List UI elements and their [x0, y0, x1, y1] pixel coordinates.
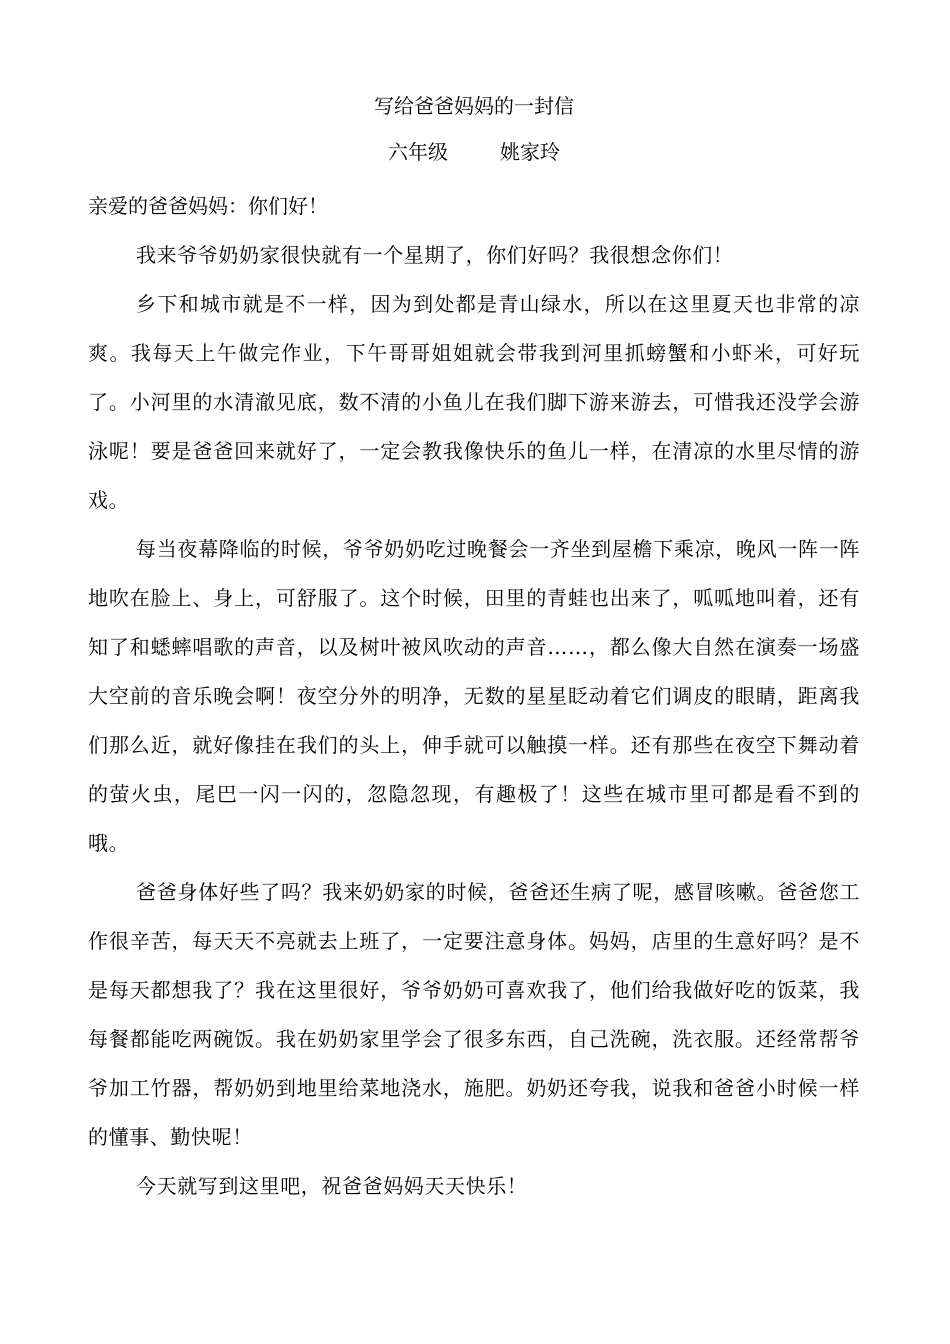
- paragraph: 每当夜幕降临的时候，爷爷奶奶吃过晚餐会一齐坐到屋檐下乘凉，晚风一阵一阵地吹在脸上、身上，可舒服了。这个时候，田里的青蛙也出来了，呱呱地叫着，还有知了和蟋蟀唱歌的声音，以及树叶被风吹动的声音……，都么像大自然在演奏一场盛大空前的音乐晚会啊！夜空分外的明净，无数的星星眨动着它们调皮的眼睛，距离我们那么近，就好像挂在我们的头上，伸手就可以触摸一样。还有那些在夜空下舞动着的萤火虫，尾巴一闪一闪的，忽隐忽现，有趣极了！这些在城市里可都是看不到的哦。: [88, 537, 860, 855]
- paragraph: 今天就写到这里吧，祝爸爸妈妈天天快乐！: [136, 1174, 528, 1198]
- byline: [88, 138, 860, 166]
- salutation: 亲爱的爸爸妈妈：你们好！: [88, 194, 328, 218]
- paragraph: 我来爷爷奶奶家很快就有一个星期了，你们好吗？我很想念你们！: [136, 243, 734, 267]
- grade-label: 六年级: [388, 140, 448, 164]
- paragraph: 乡下和城市就是不一样，因为到处都是青山绿水，所以在这里夏天也非常的凉爽。我每天上午做完作业，下午哥哥姐姐就会带我到河里抓螃蟹和小虾米，可好玩了。小河里的水清澈见底，数不清的小鱼儿在我们脚下游来游去，可惜我还没学会游泳呢！要是爸爸回来就好了，一定会教我像快乐的鱼儿一样，在清凉的水里尽情的游戏。: [88, 292, 860, 512]
- letter-page: [88, 92, 860, 1211]
- paragraph: 爸爸身体好些了吗？我来奶奶家的时候，爸爸还生病了呢，感冒咳嗽。爸爸您工作很辛苦，每天天不亮就去上班了，一定要注意身体。妈妈，店里的生意好吗？是不是每天都想我了？我在这里很好，爷爷奶奶可喜欢我了，他们给我做好吃的饭菜，我每餐都能吃两碗饭。我在奶奶家里学会了很多东西，自己洗碗，洗衣服。还经常帮爷爷加工竹器，帮奶奶到地里给菜地浇水，施肥。奶奶还夸我，说我和爸爸小时候一样的懂事、勤快呢！: [88, 880, 860, 1149]
- author-name: 姚家玲: [500, 140, 560, 164]
- letter-title: 写给爸爸妈妈的一封信: [374, 94, 574, 118]
